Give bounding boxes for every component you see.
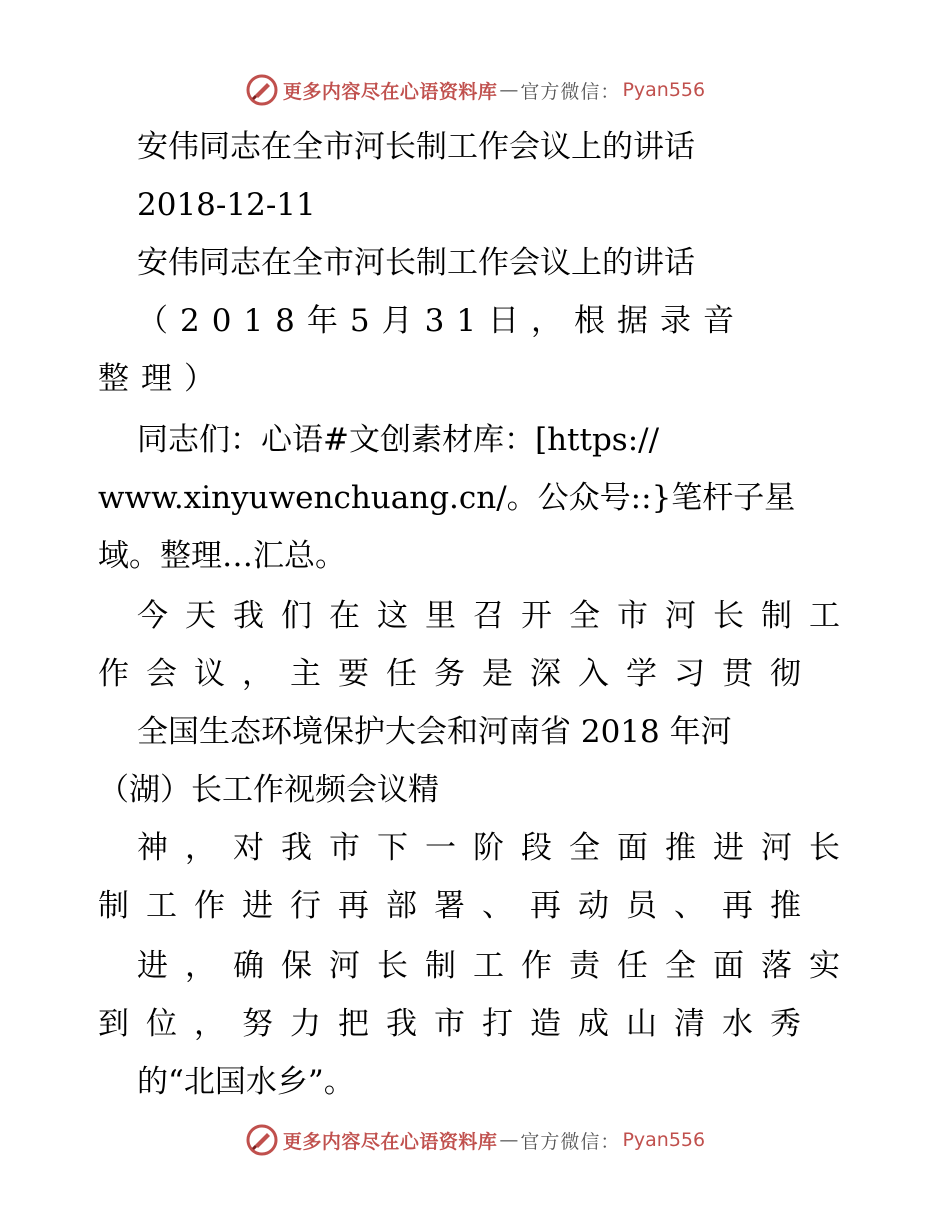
doc-paragraph-line8 [0, 995, 950, 1053]
doc-paragraph-line1-text: 今天我们在这里召开全市河长制工 [137, 598, 857, 634]
watermark-wechat-id: Pyan556 [622, 1129, 706, 1151]
doc-paragraph-line2 [0, 645, 950, 703]
doc-greeting-line1-text: 同志们：心语#文创素材库：[https:// [137, 422, 660, 458]
doc-paragraph-line8-text: 到位，努力把我市打造成山清水秀 [98, 1006, 818, 1042]
doc-date [0, 176, 950, 234]
watermark-official-label: 官方微信： [520, 1130, 621, 1153]
doc-paragraph-line4-text: （湖）长工作视频会议精 [98, 772, 439, 808]
doc-title-repeat [0, 234, 950, 292]
watermark-header [0, 70, 950, 110]
doc-paragraph-line6-text: 制工作进行再部署、再动员、再推 [98, 888, 818, 924]
doc-paragraph-line4 [0, 761, 950, 819]
doc-greeting-line3 [0, 527, 950, 585]
doc-note-line2-text: 整理） [98, 361, 227, 397]
doc-title [0, 118, 950, 176]
doc-paragraph-line5 [0, 819, 950, 877]
doc-paragraph-line6 [0, 877, 950, 935]
doc-paragraph-line3-text: 全国生态环境保护大会和河南省 2018 年河 [137, 714, 732, 750]
doc-paragraph-line9-text: 的“北国水乡”。 [137, 1064, 355, 1100]
watermark-brand: 更多内容尽在心语资料库 [282, 1130, 498, 1153]
watermark-wechat-id: Pyan556 [622, 79, 706, 101]
doc-greeting-line2 [0, 469, 950, 527]
logo-icon [245, 73, 279, 107]
watermark-dash: — [499, 79, 519, 101]
watermark-brand: 更多内容尽在心语资料库 [282, 80, 498, 103]
doc-greeting-line3-text: 域。整理…汇总。 [98, 538, 346, 574]
doc-paragraph-line7-text: 进，确保河长制工作责任全面落实 [137, 948, 857, 984]
watermark-footer [0, 1120, 950, 1160]
doc-note-line1 [0, 292, 950, 350]
doc-greeting-line2-text: www.xinyuwenchuang.cn/。公众号::}笔杆子星 [98, 480, 796, 516]
watermark-official-label: 官方微信： [520, 80, 621, 103]
doc-date-text: 2018-12-11 [137, 187, 316, 223]
doc-title-text: 安伟同志在全市河长制工作会议上的讲话 [137, 129, 695, 165]
doc-note-line1-text: （2018年5月31日，根据录音 [137, 303, 747, 339]
logo-icon [245, 1123, 279, 1157]
doc-paragraph-line1 [0, 587, 950, 645]
doc-title-repeat-text: 安伟同志在全市河长制工作会议上的讲话 [137, 245, 695, 281]
watermark-dash: — [499, 1129, 519, 1151]
doc-paragraph-line3 [0, 703, 950, 761]
doc-paragraph-line5-text: 神，对我市下一阶段全面推进河长 [137, 830, 857, 866]
doc-note-line2 [0, 350, 950, 408]
doc-paragraph-line9 [0, 1053, 950, 1111]
doc-paragraph-line7 [0, 937, 950, 995]
doc-paragraph-line2-text: 作会议，主要任务是深入学习贯彻 [98, 656, 818, 692]
doc-greeting-line1 [0, 411, 950, 469]
